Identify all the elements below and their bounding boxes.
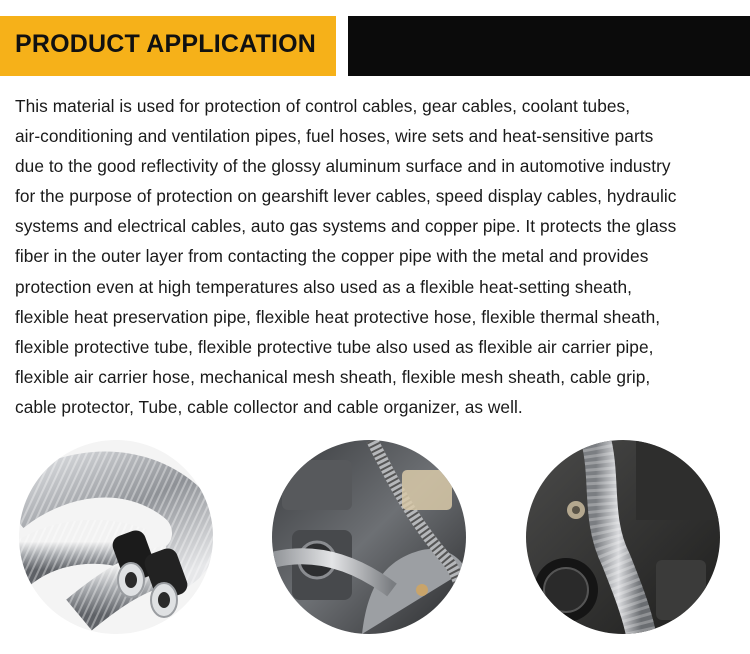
paragraph-line: flexible protective tube, flexible protective tube also used as flexible air carrier pipe, — [15, 336, 654, 357]
aluminum-sleeve-coils-photo — [19, 440, 213, 634]
paragraph-line: flexible heat preservation pipe, flexible heat protective hose, flexible thermal sheath, — [15, 306, 661, 327]
header-divider — [336, 16, 348, 76]
paragraph-line: flexible air carrier hose, mechanical mesh sheath, flexible mesh sheath, cable grip, — [15, 366, 651, 387]
header-dark-block — [348, 16, 750, 76]
paragraph-line: systems and electrical cables, auto gas systems and copper pipe. It protects the glass — [15, 216, 677, 237]
exhaust-pipe-sleeve-photo — [526, 440, 720, 634]
paragraph-line: protection even at high temperatures also used as a flexible heat-setting sheath, — [15, 276, 632, 297]
paragraph-line: cable protector, Tube, cable collector and cable organizer, as well. — [15, 396, 523, 417]
header-accent-block — [0, 16, 336, 76]
engine-bay-sleeve-photo — [272, 440, 466, 634]
paragraph-line: This material is used for protection of control cables, gear cables, coolant tubes, — [15, 96, 631, 116]
application-description — [15, 91, 740, 422]
paragraph-line: for the purpose of protection on gearshift lever cables, speed display cables, hydraulic — [15, 186, 677, 207]
paragraph-line: due to the good reflectivity of the glossy aluminum surface and in automotive industry — [15, 156, 671, 177]
section-title: PRODUCT APPLICATION — [15, 30, 317, 58]
paragraph-line: fiber in the outer layer from contacting the copper pipe with the metal and provides — [15, 246, 649, 267]
paragraph-line: air-conditioning and ventilation pipes, fuel hoses, wire sets and heat-sensitive parts — [15, 126, 654, 147]
section-header — [0, 16, 750, 76]
